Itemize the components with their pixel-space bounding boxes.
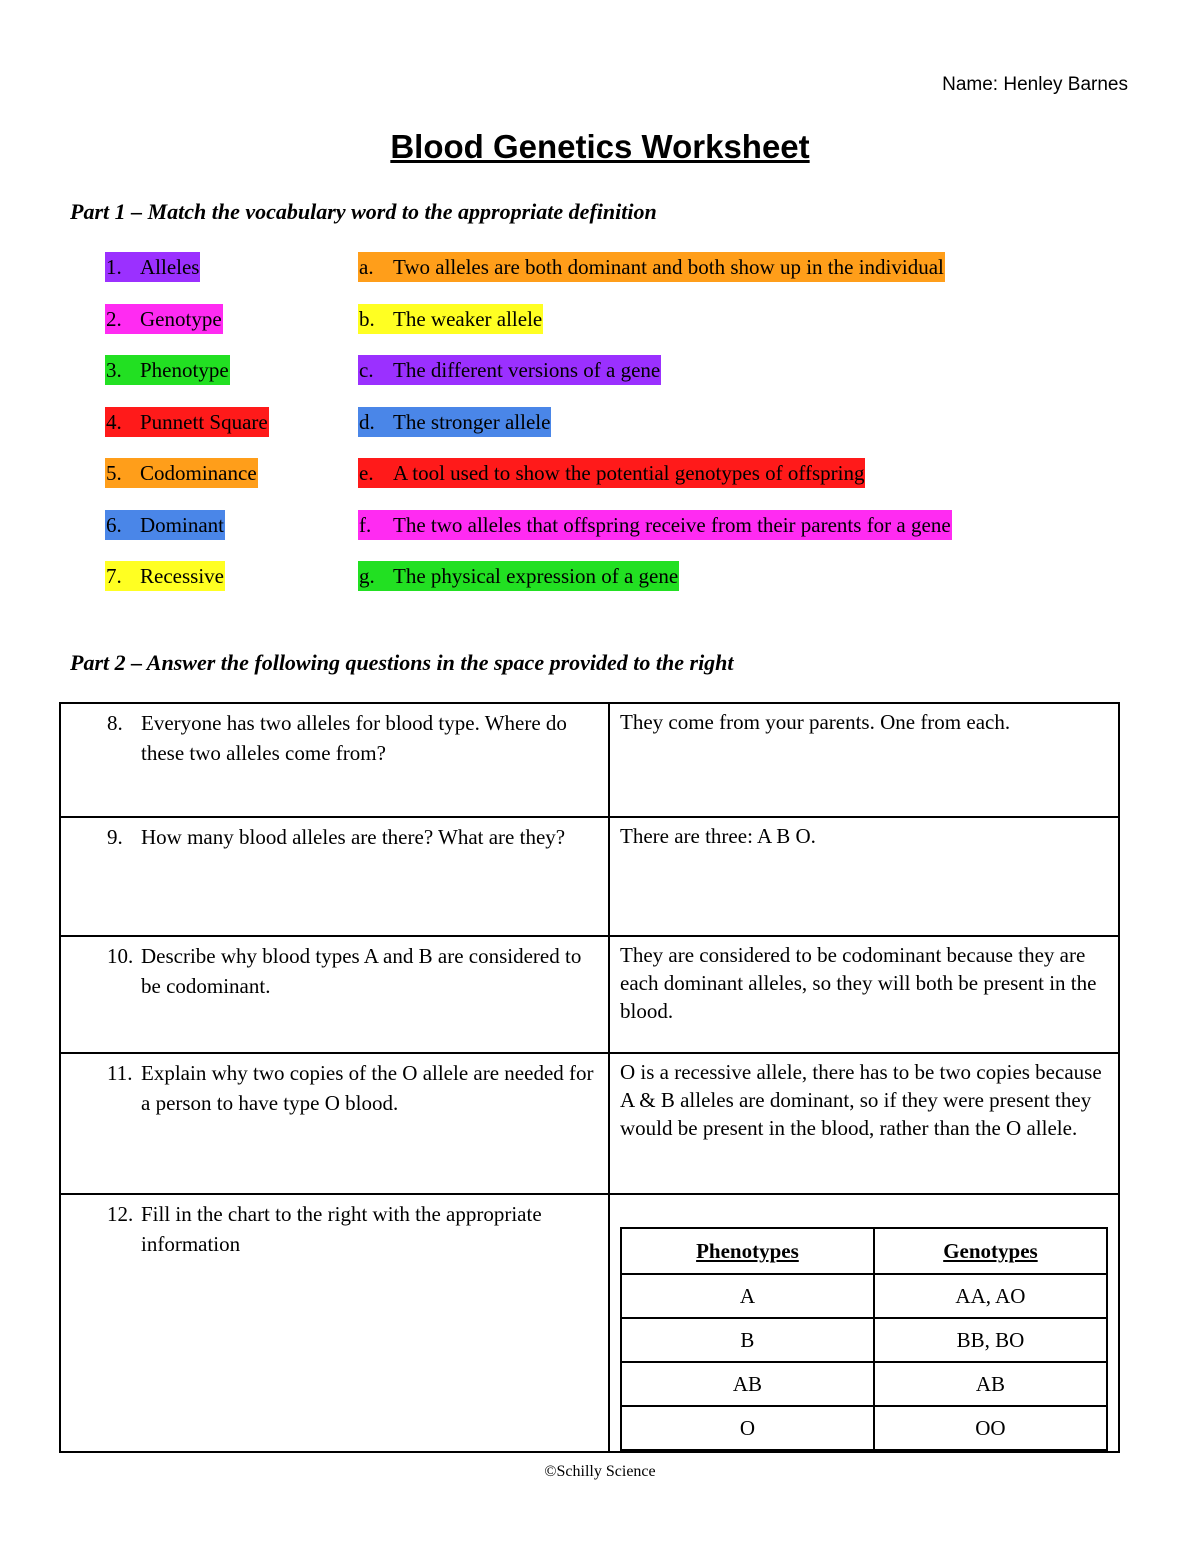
- vocab-item: 7. Recessive: [105, 561, 269, 613]
- question-row: [60, 1194, 1119, 1452]
- definition-item: c. The different versions of a gene: [358, 355, 952, 407]
- question-number: 10.: [107, 944, 134, 968]
- definition-item: g. The physical expression of a gene: [358, 561, 952, 613]
- questions-table: [59, 702, 1120, 1453]
- blood-type-chart: [620, 1227, 1108, 1451]
- definition-text: The weaker allele: [393, 306, 543, 331]
- vocab-item: 5. Codominance: [105, 458, 269, 510]
- question-text: How many blood alleles are there? What are they?: [141, 825, 566, 849]
- question-text: Fill in the chart to the right with the appropriate information: [141, 1202, 542, 1256]
- definition-list: [358, 252, 952, 613]
- vocab-word: Alleles: [140, 255, 200, 279]
- chart-row: [621, 1318, 1107, 1362]
- vocab-item: 1. Alleles: [105, 252, 269, 304]
- genotype-cell[interactable]: AB: [874, 1362, 1107, 1406]
- question-cell: [60, 1053, 609, 1194]
- phenotype-cell[interactable]: AB: [621, 1362, 874, 1406]
- vocab-item: 6. Dominant: [105, 510, 269, 562]
- phenotype-cell[interactable]: O: [621, 1406, 874, 1450]
- genotype-cell[interactable]: AA, AO: [874, 1274, 1107, 1318]
- definition-text: The different versions of a gene: [393, 358, 661, 382]
- phenotypes-header: Phenotypes: [621, 1228, 874, 1274]
- genotypes-header: Genotypes: [874, 1228, 1107, 1274]
- vocab-word: Punnett Square: [140, 409, 268, 434]
- answer-cell[interactable]: They are considered to be codominant because they are each dominant alleles, so they will both be present in the blood.: [609, 936, 1119, 1053]
- definition-item: b. The weaker allele: [358, 304, 952, 356]
- question-row: [60, 1053, 1119, 1194]
- question-text: Explain why two copies of the O allele are needed for a person to have type O blood.: [141, 1061, 594, 1115]
- student-name: Name: Henley Barnes: [942, 74, 1128, 95]
- definition-text: The stronger allele: [393, 409, 551, 434]
- question-cell: [60, 817, 609, 936]
- question-row: [60, 817, 1119, 936]
- chart-row: [621, 1406, 1107, 1450]
- phenotype-cell[interactable]: A: [621, 1274, 874, 1318]
- phenotype-cell[interactable]: B: [621, 1318, 874, 1362]
- definition-item: f. The two alleles that offspring receive from their parents for a gene: [358, 510, 952, 562]
- definition-item: e. A tool used to show the potential genotypes of offspring: [358, 458, 952, 510]
- definition-item: d. The stronger allele: [358, 407, 952, 459]
- question-cell: [60, 1194, 609, 1452]
- vocab-word: Dominant: [140, 512, 224, 537]
- question-text: Describe why blood types A and B are considered to be codominant.: [141, 944, 582, 998]
- chart-row: [621, 1362, 1107, 1406]
- answer-cell[interactable]: There are three: A B O.: [609, 817, 1119, 936]
- vocab-item: 4. Punnett Square: [105, 407, 269, 459]
- question-number: 9.: [107, 825, 123, 849]
- answer-cell[interactable]: O is a recessive allele, there has to be two copies because A & B alleles are dominant, so if they were present they would be present in the blood, rather than the O allele.: [609, 1053, 1119, 1194]
- question-text: Everyone has two alleles for blood type. Where do these two alleles come from?: [141, 711, 567, 765]
- vocab-list: [105, 252, 269, 613]
- question-number: 11.: [107, 1061, 133, 1085]
- definition-text: Two alleles are both dominant and both show up in the individual: [393, 255, 944, 279]
- vocab-word: Codominance: [140, 461, 257, 485]
- question-cell: [60, 936, 609, 1053]
- definition-text: The physical expression of a gene: [393, 564, 679, 588]
- answer-cell[interactable]: They come from your parents. One from each.: [609, 703, 1119, 817]
- question-number: 8.: [107, 711, 123, 735]
- vocab-item: 2. Genotype: [105, 304, 269, 356]
- question-cell: [60, 703, 609, 817]
- definition-item: a. Two alleles are both dominant and both show up in the individual: [358, 252, 952, 304]
- question-row: [60, 703, 1119, 817]
- chart-header-row: [621, 1228, 1107, 1274]
- copyright-footer: ©Schilly Science: [544, 1463, 656, 1480]
- question-number: 12.: [107, 1202, 134, 1226]
- definition-text: A tool used to show the potential genotypes of offspring: [393, 461, 865, 485]
- definition-text: The two alleles that offspring receive from their parents for a gene: [393, 512, 951, 537]
- vocab-item: 3. Phenotype: [105, 355, 269, 407]
- genotype-cell[interactable]: BB, BO: [874, 1318, 1107, 1362]
- vocab-word: Genotype: [140, 306, 222, 331]
- question-row: [60, 936, 1119, 1053]
- chart-row: [621, 1274, 1107, 1318]
- vocab-word: Recessive: [140, 564, 224, 588]
- part1-heading: Part 1 – Match the vocabulary word to the appropriate definition: [70, 199, 657, 224]
- worksheet-title: Blood Genetics Worksheet: [390, 128, 810, 165]
- vocab-word: Phenotype: [140, 358, 229, 382]
- genotype-cell[interactable]: OO: [874, 1406, 1107, 1450]
- part2-heading: Part 2 – Answer the following questions in the space provided to the right: [70, 650, 734, 675]
- blood-chart-cell: [609, 1194, 1119, 1452]
